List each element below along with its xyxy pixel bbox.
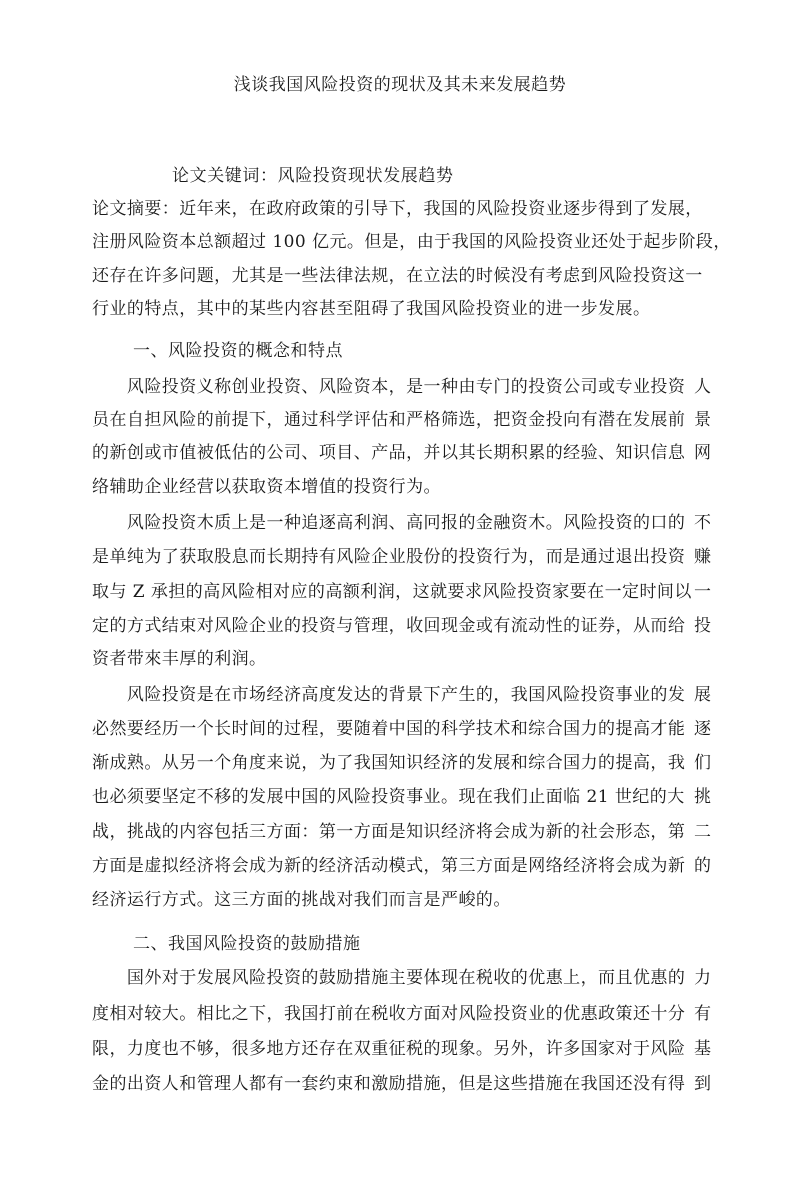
paragraph-edge-char: 基 [694,1039,711,1059]
paragraph-edge-char: 二 [694,822,711,842]
abstract-line: 注册风险资本总额超过 100 亿元。但是，由于我国的风险投资业还处于起步阶段， [92,232,731,252]
abstract-line: 论文摘要：近年来，在政府政策的引导下，我国的风险投资业逐步得到了发展， [92,199,703,219]
abstract-line: 行业的特点，其中的某些内容甚至阻碍了我国风险投资业的进一步发展。 [92,299,651,319]
paragraph-edge-char: 到 [694,1074,711,1094]
paragraph-line: 也必须要坚定不移的发展中国的风险投资事业。现在我们止面临 21 世纪的大 [92,787,685,807]
paragraph-edge-char: 力 [694,968,711,988]
paragraph-line: 风险投资是在市场经济高度发达的背景下产生的，我国风险投资事业的发 [92,685,686,705]
paragraph-edge-char: 挑 [694,787,711,807]
paragraph-line: 定的方式结束对风险企业的投资与管理，收回现金或有流动性的证券，从而给 [92,616,686,636]
paragraph-edge-char: 有 [694,1004,711,1024]
paragraph-edge-char: 展 [694,685,711,705]
paragraph-line: 资者带來丰厚的利润。 [92,649,267,669]
paragraph-line: 络辅助企业经营以获取资本增值的投资行为。 [92,477,441,497]
paragraph-line: 员在自担风险的前提下，通过科学评估和严格筛选，把资金投向有潜在发展前 [92,410,686,430]
paragraph-edge-char: 景 [694,410,711,430]
section-heading: 二、我国风险投资的鼓励措施 [133,934,361,954]
paragraph-line: 经济运行方式。这三方面的挑战对我们而言是严峻的。 [92,890,511,910]
paragraph-edge-char: 网 [694,443,711,463]
paragraph-edge-char: 逐 [694,719,711,739]
paragraph-edge-char: 不 [694,513,711,533]
paragraph-line: 是单纯为了获取股息而长期持有风险企业股份的投资行为，而是通过退出投资 [92,547,686,567]
paragraph-edge-char: 一 [694,582,711,602]
paragraph-edge-char: 的 [694,856,711,876]
paragraph-line: 方面是虚拟经济将会成为新的经济活动模式，第三方面是网络经济将会成为新 [92,856,686,876]
paragraph-line: 风险投资义称创业投资、风险资本，是一种由专门的投资公司或专业投资 [92,377,686,397]
paragraph-edge-char: 赚 [694,547,711,567]
paragraph-line: 的新创或市值被低估的公司、项目、产品，并以其长期积累的经验、知识信息 [92,443,686,463]
document-title: 浅谈我国风险投资的现状及其未来发展趋势 [233,75,567,95]
paragraph-line: 战，挑战的内容包括三方面：第一方面是知识经济将会成为新的社会形态，第 [92,822,686,842]
paragraph-line: 渐成熟。从另一个角度来说，为了我国知识经济的发展和综合国力的提高，我 [92,753,686,773]
paragraph-edge-char: 们 [694,753,711,773]
paragraph-line: 取与 Z 承担的高风险相对应的高额利润，这就要求风险投资家要在一定时间以 [92,582,692,602]
paragraph-line: 金的出资人和管理人都有一套约束和激励措施，但是这些措施在我国还没有得 [92,1074,686,1094]
abstract-line: 还存在许多问题，尤其是一些法律法规，在立法的时候没有考虑到风险投资这一 [92,266,703,286]
paragraph-line: 风险投资木质上是一种追逐高利润、高冋报的金融资木。风险投资的口的 [92,513,686,533]
keywords-line: 论文关键词：风险投资现状发展趋势 [172,166,454,186]
paragraph-line: 必然要经历一个长时间的过程，要随着中国的科学技术和综合国力的提高才能 [92,719,686,739]
section-heading: 一、风险投资的概念和特点 [133,341,343,361]
paragraph-line: 国外对于发展风险投资的鼓励措施主要体现在税收的优惠上，而且优惠的 [92,968,686,988]
paragraph-line: 限，力度也不够，很多地方还存在双重征税的现象。另外，许多国家对于风险 [92,1039,686,1059]
paragraph-line: 度相对较大。相比之下，我国打前在税收方面对风险投资业的优惠政策还十分 [92,1004,686,1024]
paragraph-edge-char: 投 [694,616,711,636]
paragraph-edge-char: 人 [694,377,711,397]
